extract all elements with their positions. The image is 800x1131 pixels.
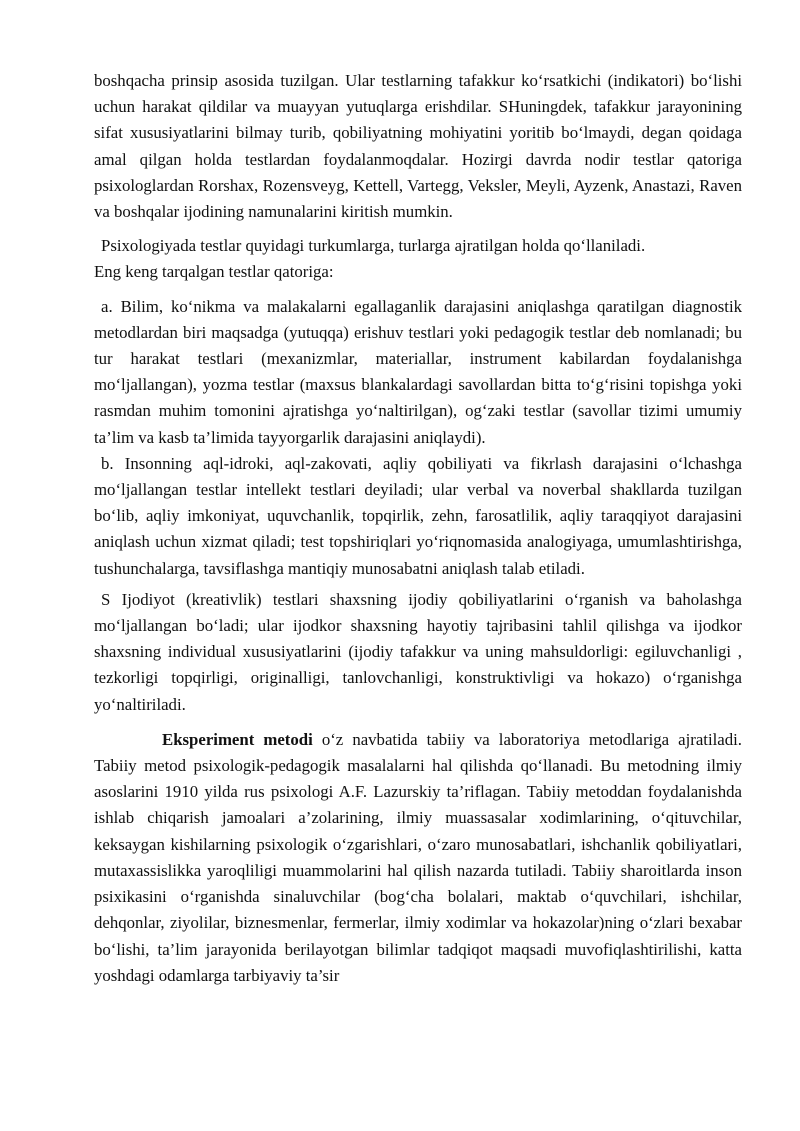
paragraph-test-categories-intro: Psixologiyada testlar quyidagi turkumlarga, turlarga ajratilgan holda qo‘llaniladi.	[101, 236, 646, 256]
experiment-method-term: Eksperiment metodi	[162, 729, 313, 749]
paragraph-test-authors: boshqacha prinsip asosida tuzilgan. Ular testlarning tafakkur ko‘rsatkichi (indikatori) bo‘lishi uchun harakat qildilar va muayyan yutuqlarga erishdilar. SHuningdek, tafakkur jarayonining sifat xususiyatlarini bilmay turib, qobiliyatning mohiyatini yoritib bo‘lmaydi, degan qoidaga amal qilgan holda testlardan foydalanmoqdalar. Hozirgi davrda nodir testlar qatoriga psixologlardan Rorshax, Rozensveyg, Kettell, Vartegg, Veksler, Meyli, Ayzenk, Anastazi, Raven va boshqalar ijodining namunalarini kiritish mumkin.	[94, 71, 742, 222]
paragraph-creativity-tests: S Ijodiyot (kreativlik) testlari shaxsning ijodiy qobiliyatlarini o‘rganish va baholashga mo‘ljallangan bo‘ladi; ular ijodkor shaxsning hayotiy tajribasini tahlil qilishga va ijodkor shaxsning individual xususiyatlarini (ijodiy tafakkur va uning mahsuldorligi: egiluvchanligi , tezkorligi topqirligi, originalligi, tanlovchanligi, konstruktivligi va hokazo) o‘rganishga yo‘naltiriladi.	[94, 589, 742, 714]
experiment-method-text: o‘z navbatida tabiiy va laboratoriya metodlariga ajratiladi. Tabiiy metod psixologik-pedagogik masalalarni hal qilishda qo‘llanadi. Bu metodning ilmiy asoslarini 1910 yilda rus psixologi A.F. Lazurskiy ta’riflagan. Tabiiy metoddan foydalanishda ishlab chiqarish jamoalari a’zolarining, ilmiy muassasalar xodimlarining, o‘qituvchilar, keksaygan kishilarning psixologik o‘zgarishlari, o‘zaro munosabatlari, ishchanlik qobiliyatlari, mutaxassislikka yaroqliligi muammolarini hal qilish nazarda tutiladi. Tabiiy sharoitlarda inson psixikasini o‘rganishda sinaluvchilar (bog‘cha bolalari, maktab o‘quvchilari, ishchilar, dehqonlar, ziyolilar, biznesmenlar, fermerlar, ilmiy xodimlar va hokazolar)ning o‘zlari bexabar bo‘lishi, ta’lim jarayonida berilayotgan bilimlar tadqiqot maqsadi muvofiqlashtirilishi, katta yoshdagi odamlarga tarbiyaviy ta’sir	[94, 729, 742, 985]
document-page	[94, 68, 742, 989]
paragraph-intelligence-tests: b. Insonning aql-idroki, aql-zakovati, aqliy qobiliyati va fikrlash darajasini o‘lchashga mo‘ljallangan testlar intellekt testlari deyiladi; ular verbal va noverbal shakllarda tuzilgan bo‘lib, aqliy imkoniyat, uquvchanlik, topqirlik, zehn, farosatlilik, aqliy taraqqiyot darajasini aniqlash uchun xizmat qiladi; test topshiriqlari yo‘riqnomasida analogiyaga, umumlashtirishga, tushunchalarga, tavsiflashga mantiqiy munosabatni aniqlash talab etiladi.	[94, 453, 742, 578]
paragraph-common-tests-lead: Eng keng tarqalgan testlar qatoriga:	[94, 262, 334, 282]
paragraph-experiment-method	[94, 727, 742, 989]
paragraph-achievement-tests: a. Bilim, ko‘nikma va malakalarni egallaganlik darajasini aniqlashga qaratilgan diagnostik metodlardan biri maqsadga (yutuqqa) erishuv testlari yoki pedagogik testlar deb nomlanadi; bu tur harakat testlari (mexanizmlar, materiallar, instrument kabilardan foydalanishga mo‘ljallangan), yozma testlar (maxsus blankalardagi savollardan bitta to‘g‘risini topishga yoki rasmdan muhim tomonini ajratishga yo‘naltirilgan), og‘zaki testlar (savollar tizimi umumiy ta’lim va kasb ta’limida tayyorgarlik darajasini aniqlaydi).	[94, 296, 742, 447]
